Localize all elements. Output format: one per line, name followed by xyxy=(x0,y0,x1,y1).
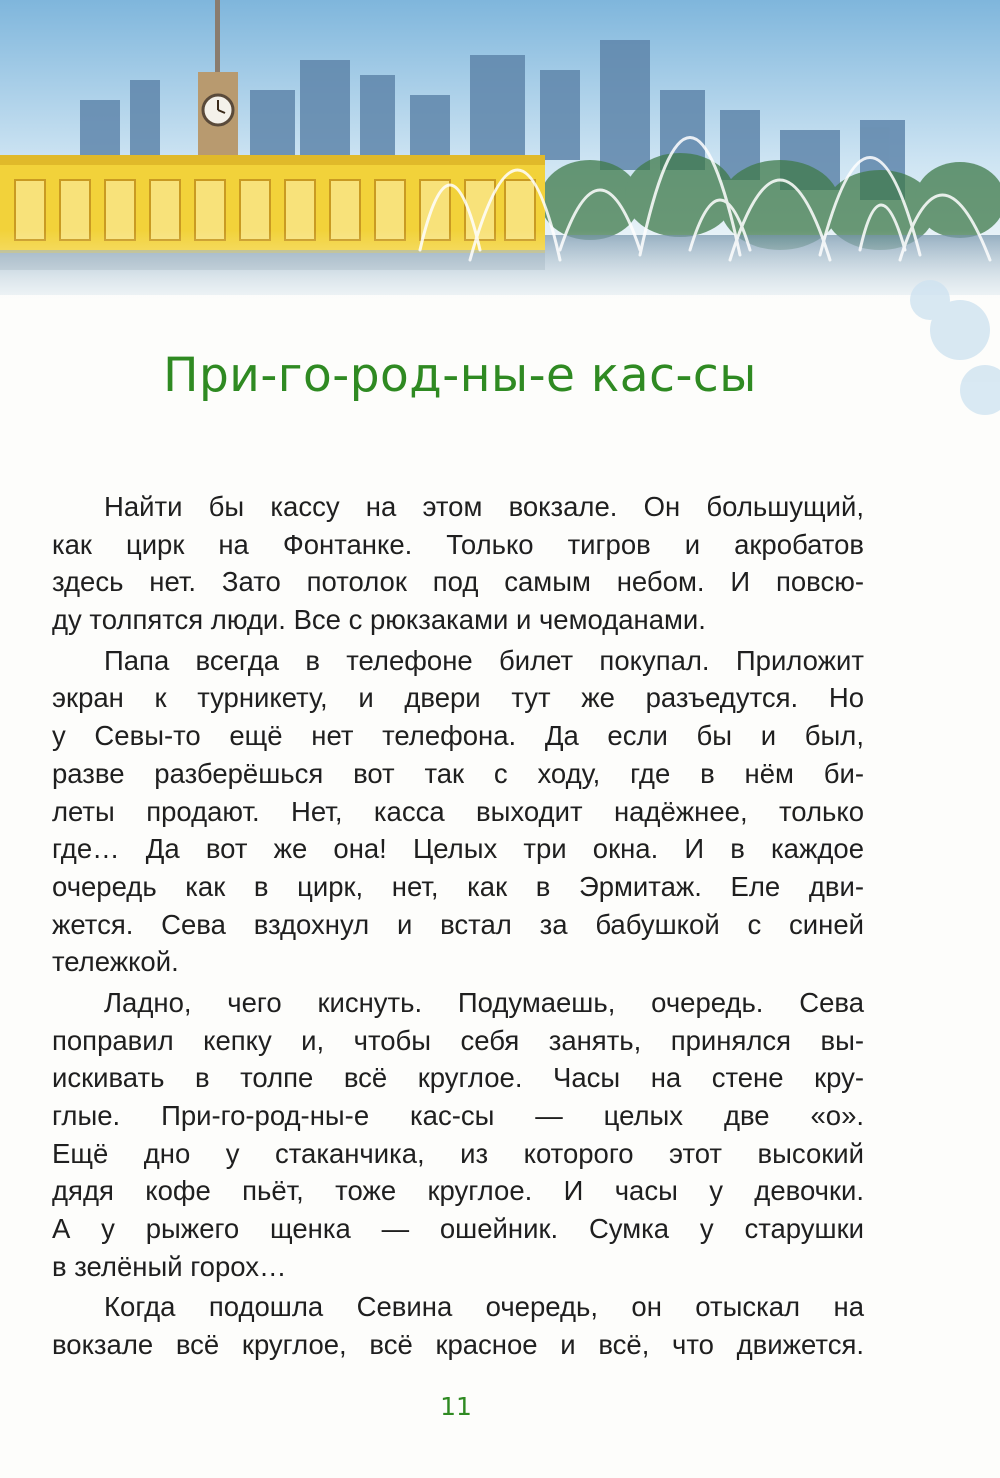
text-line: глые. При-го-род-ны-е кас-сы — целых две «о». xyxy=(52,1100,864,1131)
paragraph xyxy=(52,1288,864,1363)
text-line: как цирк на Фонтанке. Только тигров и акробатов xyxy=(52,528,864,560)
text-line: тележкой. xyxy=(52,946,179,978)
paragraph xyxy=(52,488,864,639)
text-line: у Севы-то ещё нет телефона. Да если бы и был, xyxy=(52,720,864,752)
text-line: Найти бы кассу на этом вокзале. Он большущий, xyxy=(104,491,864,522)
text-line: ду толпятся люди. Все с рюкзаками и чемоданами. xyxy=(52,604,706,636)
text-line: в зелёный горох… xyxy=(52,1250,287,1282)
text-line: где… Да вот же она! Целых три окна. И в каждое xyxy=(52,833,864,865)
text-line: экран к турникету, и двери тут же разъедутся. Но xyxy=(52,682,864,714)
text-line: разве разберёшься вот так с ходу, где в нём би- xyxy=(52,757,864,789)
text-line: Ладно, чего киснуть. Подумаешь, очередь. Сева xyxy=(104,986,864,1018)
page-number: 11 xyxy=(440,1392,472,1421)
text-line: очередь как в цирк, нет, как в Эрмитаж. Еле дви- xyxy=(52,870,864,902)
text-line: А у рыжего щенка — ошейник. Сумка у старушки xyxy=(52,1213,864,1245)
body-text xyxy=(52,488,864,1367)
paragraph xyxy=(52,642,864,981)
paragraph xyxy=(52,984,864,1286)
text-line: Папа всегда в телефоне билет покупал. Приложит xyxy=(104,644,864,676)
text-line: искивать в толпе всё круглое. Часы на стене кру- xyxy=(52,1062,864,1094)
text-line: Когда подошла Севина очередь, он отыскал на xyxy=(104,1291,864,1323)
text-line: здесь нет. Зато потолок под самым небом. И повсю- xyxy=(52,566,864,598)
text-line: вокзале всё круглое, всё красное и всё, что движется. xyxy=(52,1329,864,1361)
chapter-title: При-го-род-ны-е кас-сы xyxy=(163,348,757,403)
text-line: Ещё дно у стаканчика, из которого этот высокий xyxy=(52,1137,864,1169)
text-line: поправил кепку и, чтобы себя занять, принялся вы- xyxy=(52,1024,864,1056)
text-line: дядя кофе пьёт, тоже круглое. И часы у девочки. xyxy=(52,1175,864,1207)
text-line: леты продают. Нет, касса выходит надёжнее, только xyxy=(52,795,864,827)
text-line: жется. Сева вздохнул и встал за бабушкой с синей xyxy=(52,908,864,940)
